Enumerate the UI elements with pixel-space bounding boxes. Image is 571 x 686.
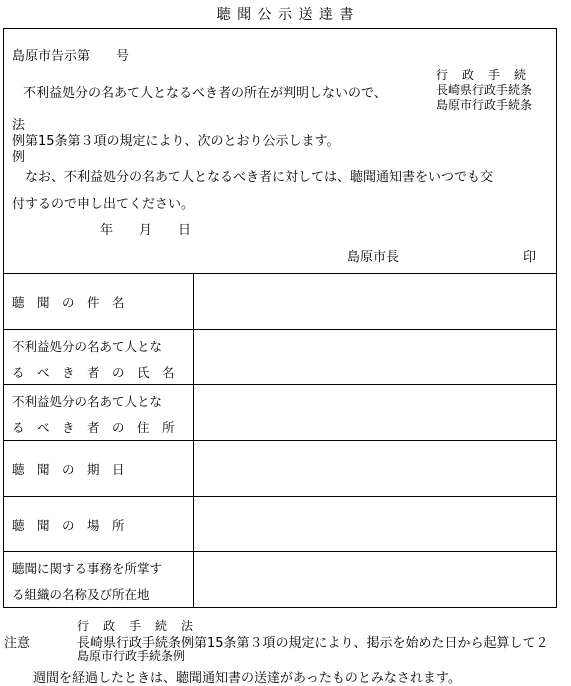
notice-line-4: 付するので申し出てください。	[12, 197, 195, 212]
date-line: 年 月 日	[100, 223, 192, 238]
footnote-line-2: 週間を経過したときは、聴聞通知書の送達があったものとみなされます。	[33, 671, 461, 686]
law-option-3: 島原市行政手続条	[436, 98, 533, 112]
column-divider	[193, 273, 194, 607]
notice-number: 島原市告示第 号	[12, 49, 130, 64]
footnote-law-3: 島原市行政手続条例	[77, 649, 186, 663]
row-label-address-line1: 不利益処分の名あて人とな	[12, 394, 163, 409]
row-label-office-line2: る組織の名称及び所在地	[12, 587, 150, 602]
row-divider	[3, 440, 557, 441]
row-label-office-line1: 聴聞に関する事務を所掌す	[12, 561, 163, 576]
row-divider	[3, 551, 557, 552]
row-label-hearing-place: 聴 聞 の 場 所	[12, 518, 125, 533]
mayor-name: 島原市長	[347, 250, 400, 265]
law-option-1: 行 政 手 続	[436, 68, 528, 82]
law-suffix-1: 法	[12, 118, 26, 133]
footnote-prefix: 注意	[4, 636, 31, 651]
notice-line-1: 不利益処分の名あて人となるべき者の所在が判明しないので、	[10, 86, 387, 101]
seal-mark: 印	[523, 250, 537, 265]
row-divider	[3, 384, 557, 385]
notice-line-2: 例第15条第３項の規定により、次のとおり公示します。	[12, 134, 340, 149]
page-title: 聴 聞 公 示 送 達 書	[216, 7, 355, 23]
footnote-law-2: 長崎県行政手続条例第15条第３項の規定により、掲示を始めた日から起算して２	[77, 636, 549, 651]
row-divider	[3, 329, 557, 330]
notice-line-3: なお、不利益処分の名あて人となるべき者に対しては、聴聞通知書をいつでも交	[12, 170, 494, 185]
row-label-hearing-date: 聴 聞 の 期 日	[12, 462, 125, 477]
row-divider	[3, 496, 557, 497]
footnote-law-1: 行 政 手 続 法	[77, 619, 195, 633]
row-label-address-line2: る べ き 者 の 住 所	[12, 420, 175, 435]
row-label-name-line1: 不利益処分の名あて人とな	[12, 339, 163, 354]
row-label-name-line2: る べ き 者 の 氏 名	[12, 365, 175, 380]
row-label-hearing-subject: 聴 聞 の 件 名	[12, 295, 125, 310]
row-divider	[3, 273, 557, 274]
law-suffix-2: 例	[12, 150, 26, 165]
law-option-2: 長崎県行政手続条	[436, 83, 533, 97]
